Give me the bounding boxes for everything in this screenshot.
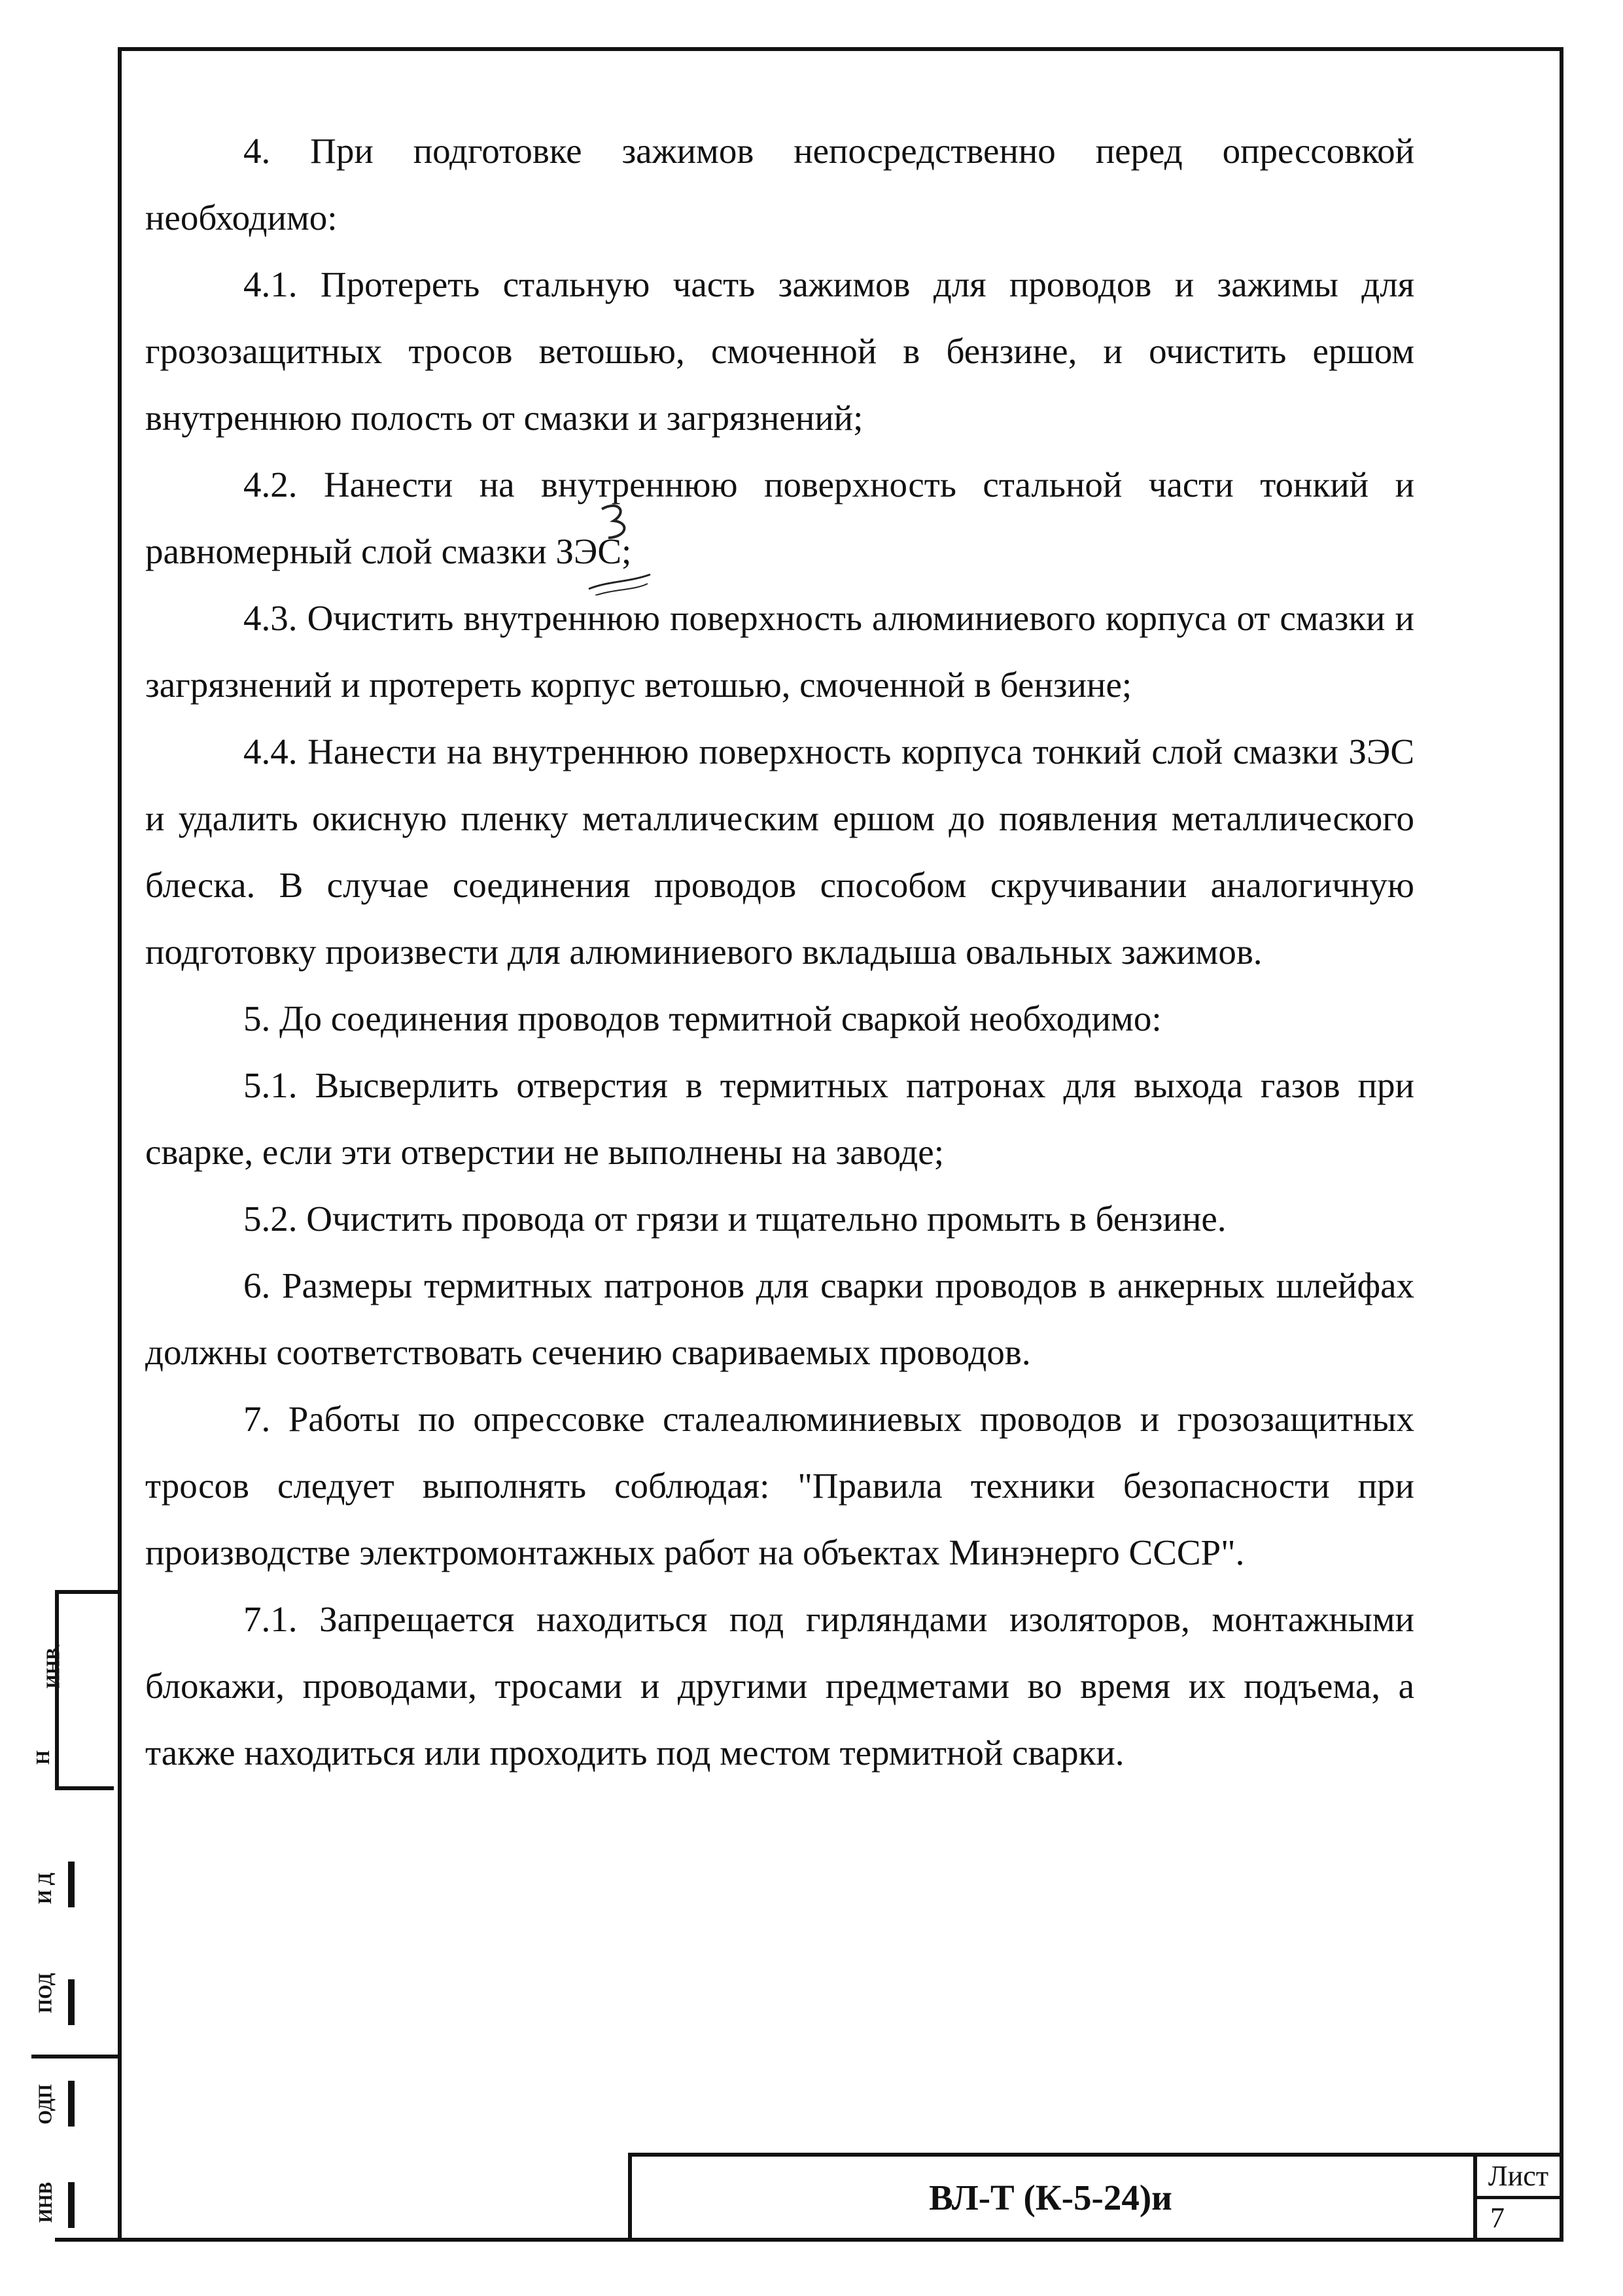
- stamp-line-2: [55, 1786, 114, 1790]
- stamp-mark-2: [68, 1979, 75, 2025]
- paragraph-5-1: 5.1. Высверлить отверстия в термитных патронах для выхода газов при сварке, если эти отверстии не выполнены на заводе;: [145, 1065, 1414, 1172]
- paragraph-4-1: 4.1. Протереть стальную часть зажимов для проводов и зажимы для грозозащитных тросов ветошью, смоченной в бензине, и очистить ершом внутреннюю полость от смазки и загрязнений;: [145, 264, 1414, 438]
- paragraph-4-3: 4.3. Очистить внутреннюю поверхность алюминиевого корпуса от смазки и загрязнений и протереть корпус ветошью, смоченной в бензине;: [145, 598, 1414, 705]
- stamp-label-inv: ИНВ.: [43, 1643, 64, 1689]
- stamp-mark-4: [68, 2182, 75, 2228]
- paragraph-5-2: 5.2. Очистить провода от грязи и тщательно промыть в бензине.: [243, 1199, 1227, 1239]
- stamp-mark-1: [68, 1862, 75, 1907]
- stamp-label-inv-2: ИНВ: [36, 2181, 57, 2223]
- handwritten-correction-mark: [582, 497, 654, 595]
- stamp-label-id: И Д: [35, 1872, 56, 1905]
- paragraph-4-2: 4.2. Нанести на внутреннюю поверхность стальной части тонкий и равномерный слой смазки ЗЭС;: [145, 465, 1414, 571]
- document-body: [145, 118, 1414, 1786]
- stamp-label-odp: ОДП: [35, 2084, 56, 2125]
- paragraph-4-4: 4.4. Нанести на внутреннюю поверхность корпуса тонкий слой смазки ЗЭС и удалить окисную пленку металлическим ершом до появления металлического блеска. В случае соединения проводов способом скручивании аналогичную подготовку произвести для алюминиевого вкладыша овальных зажимов.: [145, 732, 1414, 972]
- paragraph-5: 5. До соединения проводов термитной сваркой необходимо:: [243, 998, 1162, 1038]
- sheet-label: Лист: [1477, 2157, 1560, 2199]
- paragraph-4: 4. При подготовке зажимов непосредственно перед опрессовкой необходимо:: [145, 131, 1414, 238]
- document-code: ВЛ-Т (К-5-24)и: [929, 2177, 1172, 2217]
- stamp-line-1: [55, 1590, 118, 1594]
- stamp-label-n: Н: [33, 1750, 54, 1765]
- paragraph-7-1: 7.1. Запрещается находиться под гирляндами изоляторов, монтажными блокажи, проводами, тросами и другими предметами во время их подъема, а также находиться или проходить под местом термитной сварки.: [145, 1599, 1414, 1773]
- paragraph-6: 6. Размеры термитных патронов для сварки проводов в анкерных шлейфах должны соответствовать сечению свариваемых проводов.: [145, 1265, 1414, 1372]
- stamp-line-3: [31, 2055, 118, 2058]
- stamp-label-pod: ПОД: [35, 1973, 56, 2013]
- stamp-mark-3: [68, 2081, 75, 2127]
- sheet-number: 7: [1490, 2202, 1505, 2234]
- paragraph-7: 7. Работы по опрессовке сталеалюминиевых проводов и грозозащитных тросов следует выполнять соблюдая: "Правила техники безопасности при производстве электромонтажных работ на объектах Минэнерго СССР".: [145, 1399, 1414, 1572]
